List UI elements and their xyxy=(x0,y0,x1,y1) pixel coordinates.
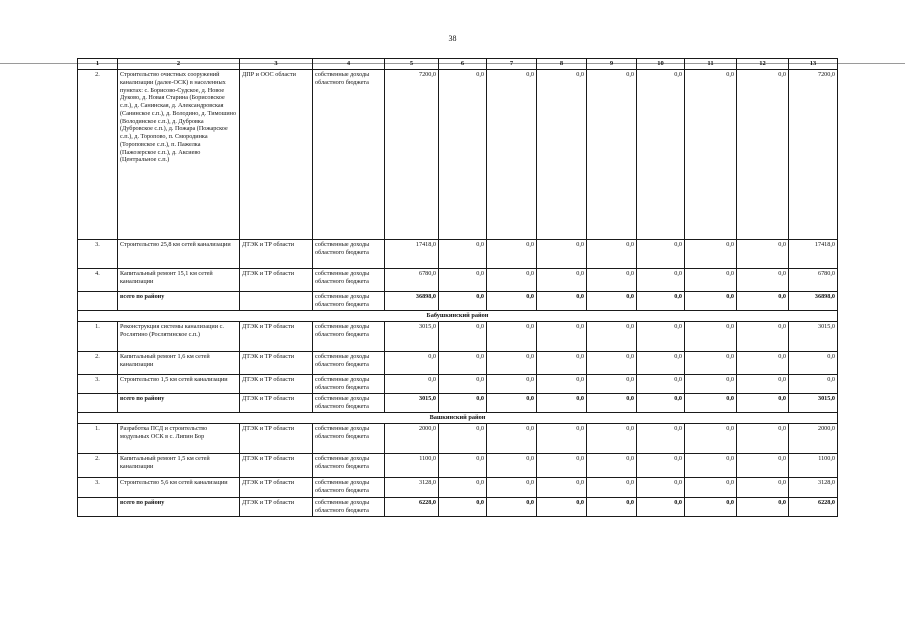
row-value: 0,0 xyxy=(637,269,685,292)
row-value: 0,0 xyxy=(487,321,537,351)
row-value: 0,0 xyxy=(439,351,487,374)
row-name: всего по району xyxy=(118,292,240,311)
row-value: 0,0 xyxy=(439,292,487,311)
row-value: 6780,0 xyxy=(789,269,838,292)
row-value: 0,0 xyxy=(685,477,737,497)
row-responsible: ДТЭК и ТР области xyxy=(240,423,313,453)
page-number: 38 xyxy=(448,34,457,43)
row-responsible: ДТЭК и ТР области xyxy=(240,393,313,412)
row-value: 0,0 xyxy=(685,269,737,292)
row-value: 2000,0 xyxy=(385,423,439,453)
row-value: 0,0 xyxy=(685,292,737,311)
total-row xyxy=(78,497,838,516)
row-value: 0,0 xyxy=(537,393,587,412)
header-cell: 13 xyxy=(789,59,838,70)
row-name: Строительство 1,5 км сетей канализации xyxy=(118,374,240,393)
row-value: 0,0 xyxy=(637,497,685,516)
row-value: 0,0 xyxy=(385,351,439,374)
header-row xyxy=(78,59,838,70)
row-value: 0,0 xyxy=(537,292,587,311)
row-value: 0,0 xyxy=(439,321,487,351)
row-value: 3128,0 xyxy=(789,477,838,497)
row-value: 0,0 xyxy=(685,321,737,351)
row-value: 0,0 xyxy=(439,393,487,412)
row-value: 0,0 xyxy=(487,374,537,393)
row-value: 6228,0 xyxy=(385,497,439,516)
row-value: 0,0 xyxy=(587,497,637,516)
row-value: 3015,0 xyxy=(789,393,838,412)
header-cell: 12 xyxy=(737,59,789,70)
row-number: 3. xyxy=(78,374,118,393)
section-header-row xyxy=(78,412,838,423)
row-value: 0,0 xyxy=(637,321,685,351)
row-funding-source: собственные доходы областного бюджета xyxy=(313,70,385,240)
row-value: 3015,0 xyxy=(385,393,439,412)
header-cell: 5 xyxy=(385,59,439,70)
row-responsible: ДТЭК и ТР области xyxy=(240,269,313,292)
header-cell: 9 xyxy=(587,59,637,70)
row-funding-source: собственные доходы областного бюджета xyxy=(313,240,385,269)
row-value: 3128,0 xyxy=(385,477,439,497)
row-value: 36898,0 xyxy=(385,292,439,311)
row-responsible: ДТЭК и ТР области xyxy=(240,477,313,497)
table-row xyxy=(78,374,838,393)
row-value: 0,0 xyxy=(487,453,537,477)
total-row xyxy=(78,292,838,311)
row-value: 6780,0 xyxy=(385,269,439,292)
row-value: 0,0 xyxy=(637,423,685,453)
row-funding-source: собственные доходы областного бюджета xyxy=(313,453,385,477)
row-value: 0,0 xyxy=(737,497,789,516)
row-value: 0,0 xyxy=(439,497,487,516)
row-value: 0,0 xyxy=(637,351,685,374)
row-responsible: ДТЭК и ТР области xyxy=(240,321,313,351)
row-responsible: ДПР и ООС области xyxy=(240,70,313,240)
row-value: 17418,0 xyxy=(789,240,838,269)
row-number: 1. xyxy=(78,423,118,453)
row-funding-source: собственные доходы областного бюджета xyxy=(313,321,385,351)
row-value: 0,0 xyxy=(439,374,487,393)
row-number: 2. xyxy=(78,351,118,374)
row-number: 1. xyxy=(78,321,118,351)
row-value: 0,0 xyxy=(587,240,637,269)
row-value: 0,0 xyxy=(685,453,737,477)
row-value: 0,0 xyxy=(685,423,737,453)
row-value: 0,0 xyxy=(637,292,685,311)
row-number xyxy=(78,292,118,311)
row-value: 0,0 xyxy=(685,497,737,516)
row-name: Капитальный ремонт 1,5 км сетей канализации xyxy=(118,453,240,477)
row-responsible: ДТЭК и ТР области xyxy=(240,374,313,393)
table-row xyxy=(78,240,838,269)
row-value: 2000,0 xyxy=(789,423,838,453)
row-value: 0,0 xyxy=(439,240,487,269)
row-value: 0,0 xyxy=(487,240,537,269)
row-name: Реконструкция системы канализации с. Рослятино (Рослятинское с.п.) xyxy=(118,321,240,351)
header-cell: 1 xyxy=(78,59,118,70)
row-value: 1100,0 xyxy=(385,453,439,477)
row-number: 2. xyxy=(78,70,118,240)
header-cell: 3 xyxy=(240,59,313,70)
row-value: 0,0 xyxy=(537,321,587,351)
row-value: 0,0 xyxy=(385,374,439,393)
row-value: 0,0 xyxy=(537,453,587,477)
row-value: 0,0 xyxy=(587,269,637,292)
row-funding-source: собственные доходы областного бюджета xyxy=(313,393,385,412)
row-value: 17418,0 xyxy=(385,240,439,269)
header-cell: 8 xyxy=(537,59,587,70)
row-value: 0,0 xyxy=(737,393,789,412)
table-row xyxy=(78,351,838,374)
row-value: 0,0 xyxy=(637,477,685,497)
row-value: 0,0 xyxy=(537,477,587,497)
row-value: 0,0 xyxy=(537,70,587,240)
row-value: 0,0 xyxy=(439,477,487,497)
row-value: 0,0 xyxy=(737,321,789,351)
row-number: 2. xyxy=(78,453,118,477)
row-value: 0,0 xyxy=(487,351,537,374)
total-row xyxy=(78,393,838,412)
row-value: 0,0 xyxy=(637,240,685,269)
row-value: 0,0 xyxy=(587,374,637,393)
section-title: Вашкинский район xyxy=(78,412,838,423)
table-row xyxy=(78,269,838,292)
row-value: 0,0 xyxy=(537,374,587,393)
row-name: Строительство 25,8 км сетей канализации xyxy=(118,240,240,269)
row-value: 0,0 xyxy=(637,393,685,412)
row-name: всего по району xyxy=(118,497,240,516)
header-cell: 4 xyxy=(313,59,385,70)
row-number: 3. xyxy=(78,477,118,497)
table-row xyxy=(78,70,838,240)
row-value: 0,0 xyxy=(439,269,487,292)
row-value: 0,0 xyxy=(537,351,587,374)
row-responsible: ДТЭК и ТР области xyxy=(240,497,313,516)
row-responsible: ДТЭК и ТР области xyxy=(240,453,313,477)
table-row xyxy=(78,321,838,351)
row-value: 0,0 xyxy=(587,423,637,453)
row-value: 0,0 xyxy=(737,477,789,497)
row-value: 0,0 xyxy=(587,477,637,497)
row-value: 0,0 xyxy=(487,292,537,311)
header-cell: 2 xyxy=(118,59,240,70)
row-value: 0,0 xyxy=(737,292,789,311)
row-funding-source: собственные доходы областного бюджета xyxy=(313,497,385,516)
table-row xyxy=(78,477,838,497)
row-value: 0,0 xyxy=(587,292,637,311)
row-value: 0,0 xyxy=(737,351,789,374)
row-value: 0,0 xyxy=(537,240,587,269)
header-cell: 10 xyxy=(637,59,685,70)
budget-table xyxy=(77,58,838,517)
row-funding-source: собственные доходы областного бюджета xyxy=(313,477,385,497)
table-body xyxy=(78,59,838,517)
table-row xyxy=(78,453,838,477)
row-value: 0,0 xyxy=(685,393,737,412)
row-value: 0,0 xyxy=(587,321,637,351)
header-cell: 7 xyxy=(487,59,537,70)
row-funding-source: собственные доходы областного бюджета xyxy=(313,423,385,453)
row-name: Капитальный ремонт 15,1 км сетей канализации xyxy=(118,269,240,292)
row-name: Разработка ПСД и строительство модульных ОСК в с. Липин Бор xyxy=(118,423,240,453)
row-value: 0,0 xyxy=(637,453,685,477)
section-header-row xyxy=(78,311,838,322)
row-value: 0,0 xyxy=(737,70,789,240)
row-responsible xyxy=(240,292,313,311)
row-value: 0,0 xyxy=(637,70,685,240)
row-funding-source: собственные доходы областного бюджета xyxy=(313,292,385,311)
row-number xyxy=(78,393,118,412)
table-row xyxy=(78,423,838,453)
row-number: 4. xyxy=(78,269,118,292)
row-value: 36898,0 xyxy=(789,292,838,311)
row-value: 0,0 xyxy=(737,423,789,453)
row-name: всего по району xyxy=(118,393,240,412)
row-value: 0,0 xyxy=(685,374,737,393)
row-value: 1100,0 xyxy=(789,453,838,477)
row-value: 0,0 xyxy=(737,269,789,292)
header-cell: 6 xyxy=(439,59,487,70)
header-cell: 11 xyxy=(685,59,737,70)
row-value: 0,0 xyxy=(537,497,587,516)
row-value: 0,0 xyxy=(487,393,537,412)
row-value: 0,0 xyxy=(439,70,487,240)
row-value: 0,0 xyxy=(737,374,789,393)
row-value: 0,0 xyxy=(637,374,685,393)
row-value: 0,0 xyxy=(789,351,838,374)
row-value: 7200,0 xyxy=(385,70,439,240)
row-value: 0,0 xyxy=(685,240,737,269)
row-name: Строительство 5,6 км сетей канализации xyxy=(118,477,240,497)
row-value: 0,0 xyxy=(487,497,537,516)
row-funding-source: собственные доходы областного бюджета xyxy=(313,374,385,393)
row-value: 0,0 xyxy=(737,453,789,477)
row-value: 0,0 xyxy=(537,423,587,453)
row-value: 0,0 xyxy=(685,70,737,240)
row-value: 3015,0 xyxy=(789,321,838,351)
row-value: 0,0 xyxy=(685,351,737,374)
row-funding-source: собственные доходы областного бюджета xyxy=(313,351,385,374)
row-value: 6228,0 xyxy=(789,497,838,516)
row-value: 0,0 xyxy=(587,453,637,477)
row-responsible: ДТЭК и ТР области xyxy=(240,351,313,374)
row-responsible: ДТЭК и ТР области xyxy=(240,240,313,269)
row-value: 0,0 xyxy=(789,374,838,393)
row-number: 3. xyxy=(78,240,118,269)
section-title: Бабушкинский район xyxy=(78,311,838,322)
row-value: 0,0 xyxy=(587,351,637,374)
row-name: Капитальный ремонт 1,6 км сетей канализации xyxy=(118,351,240,374)
row-value: 0,0 xyxy=(487,70,537,240)
row-funding-source: собственные доходы областного бюджета xyxy=(313,269,385,292)
row-value: 0,0 xyxy=(439,423,487,453)
row-value: 0,0 xyxy=(537,269,587,292)
row-name: Строительство очистных сооружений канализации (далее-ОСК) в населенных пунктах: с. Борисово-Судское, д. Новое Дуково, д. Новая Старина (Борисовское с.п.), д. Санинская, д. Александровская (Санинское с.п.), д. Володино, д. Тимошино (Володинское с.п.), д. Дубровка (Дубровское с.п.), д. Пожара (Пожарское с.п.), д. Торопово, п. Смородинка (Тороповское с.п.), п. Пажелка (Пажозерское с.п.), д. Аксиево (Центральное с.п.) xyxy=(118,70,240,240)
row-value: 0,0 xyxy=(737,240,789,269)
row-value: 0,0 xyxy=(587,393,637,412)
row-number xyxy=(78,497,118,516)
row-value: 3015,0 xyxy=(385,321,439,351)
row-value: 0,0 xyxy=(487,423,537,453)
row-value: 0,0 xyxy=(487,269,537,292)
row-value: 0,0 xyxy=(439,453,487,477)
row-value: 0,0 xyxy=(587,70,637,240)
row-value: 7200,0 xyxy=(789,70,838,240)
row-value: 0,0 xyxy=(487,477,537,497)
